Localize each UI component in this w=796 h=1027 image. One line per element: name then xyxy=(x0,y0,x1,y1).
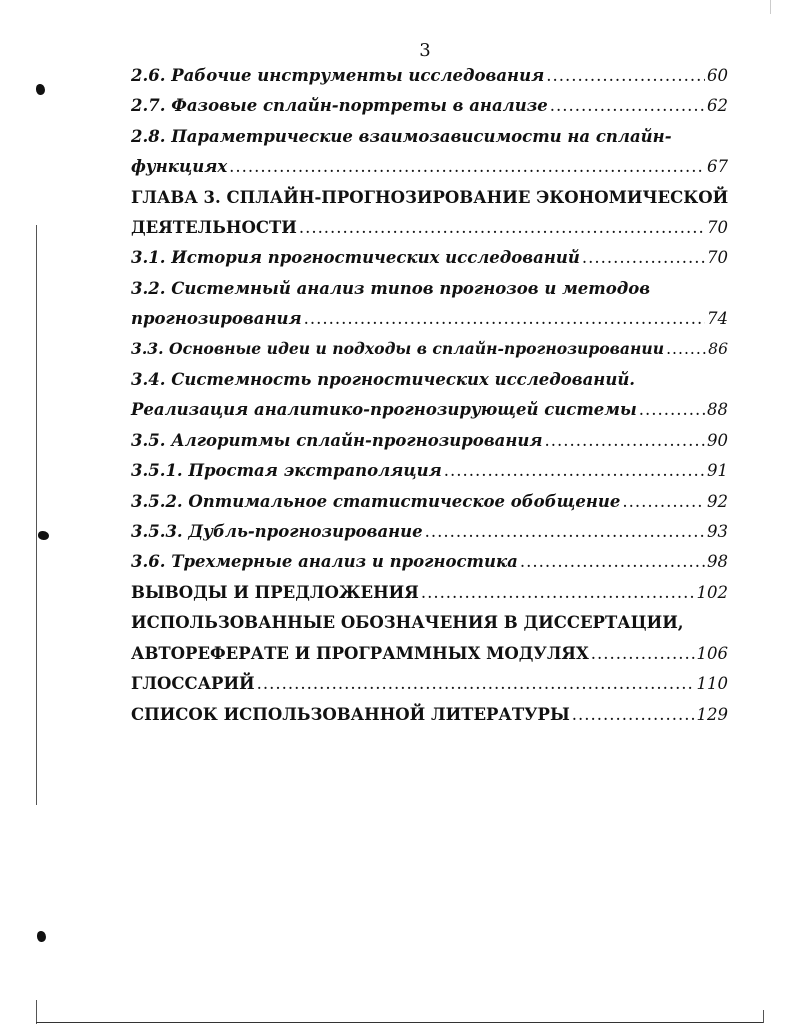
toc-entry-page: 67 xyxy=(707,157,728,176)
toc-entry xyxy=(131,492,728,516)
toc-entry-title: 3.5.3. Дубль-прогнозирование xyxy=(131,522,423,541)
toc-entry-page: 86 xyxy=(708,340,728,358)
toc-entry-page: 62 xyxy=(707,96,728,115)
toc-leader xyxy=(421,583,695,602)
toc-entry-page: 102 xyxy=(696,583,728,602)
scan-blot xyxy=(36,84,45,95)
toc-leader xyxy=(229,157,705,176)
toc-entry-title: 3.5. Алгоритмы сплайн-прогнозирования xyxy=(131,431,543,450)
toc-leader xyxy=(546,66,705,85)
toc-section-heading xyxy=(131,613,731,637)
toc-section-heading xyxy=(131,644,728,668)
toc-entry-page: 93 xyxy=(707,522,728,541)
toc-entry-page: 106 xyxy=(696,644,728,663)
toc-entry-page: 70 xyxy=(707,218,728,237)
toc-entry-title: ИСПОЛЬЗОВАННЫЕ ОБОЗНАЧЕНИЯ В ДИССЕРТАЦИИ, xyxy=(131,613,684,632)
toc-entry-title: АВТОРЕФЕРАТЕ И ПРОГРАММНЫХ МОДУЛЯХ xyxy=(131,644,589,663)
scan-edge-line xyxy=(770,0,771,14)
toc-entry-title: функциях xyxy=(131,157,228,176)
scan-bottom-line xyxy=(36,1022,763,1023)
toc-leader xyxy=(520,552,705,571)
toc-entry-page: 70 xyxy=(707,248,728,267)
scan-blot xyxy=(38,531,49,540)
toc-entry-title: 3.5.1. Простая экстраполяция xyxy=(131,461,442,480)
toc-entry-title: 3.5.2. Оптимальное статистическое обобщение xyxy=(131,492,621,511)
toc-entry xyxy=(131,461,728,485)
toc-entry xyxy=(131,157,728,181)
toc-entry xyxy=(131,339,728,363)
toc-entry-page: 91 xyxy=(707,461,728,480)
toc-entry xyxy=(131,66,728,90)
toc-section-heading xyxy=(131,583,728,607)
toc-entry-title: Реализация аналитико-прогнозирующей системы xyxy=(131,400,637,419)
toc-section-heading xyxy=(131,705,728,729)
toc-entry-title: 3.2. Системный анализ типов прогнозов и методов xyxy=(131,279,651,298)
toc-entry-title: СПИСОК ИСПОЛЬЗОВАННОЙ ЛИТЕРАТУРЫ xyxy=(131,705,570,724)
toc-entry-page: 110 xyxy=(696,674,728,693)
toc-leader xyxy=(425,522,705,541)
toc-leader xyxy=(550,96,705,115)
toc-leader xyxy=(545,431,705,450)
toc-entry-title: ДЕЯТЕЛЬНОСТИ xyxy=(131,218,297,237)
toc-entry-title: 2.6. Рабочие инструменты исследования xyxy=(131,66,545,85)
toc-entry xyxy=(131,552,728,576)
toc-leader xyxy=(257,674,695,693)
toc-entry xyxy=(131,96,728,120)
toc-entry xyxy=(131,522,728,546)
toc-entry-page: 90 xyxy=(707,431,728,450)
scan-blot xyxy=(37,931,46,942)
toc-entry-page: 129 xyxy=(696,705,728,724)
toc-entry-title: 3.4. Системность прогностических исследований. xyxy=(131,370,636,389)
toc-leader xyxy=(572,705,695,724)
toc-leader xyxy=(591,644,695,663)
toc-leader xyxy=(582,248,705,267)
toc-entry-page: 60 xyxy=(707,66,728,85)
toc-entry-page: 98 xyxy=(707,552,728,571)
toc-entry-page: 92 xyxy=(707,492,728,511)
scan-edge-line xyxy=(36,225,37,805)
toc-entry xyxy=(131,127,711,151)
toc-entry-title: 2.8. Параметрические взаимозависимости на сплайн- xyxy=(131,127,672,146)
toc-leader xyxy=(299,218,705,237)
page-number: 3 xyxy=(419,40,431,61)
chapter-heading xyxy=(131,218,728,242)
toc-entry-title: 3.6. Трехмерные анализ и прогностика xyxy=(131,552,518,571)
toc-entry xyxy=(131,309,728,333)
chapter-heading xyxy=(131,188,731,212)
toc-entry xyxy=(131,279,711,303)
toc-section-heading xyxy=(131,674,728,698)
toc-leader xyxy=(622,492,705,511)
toc-entry-title: 3.3. Основные идеи и подходы в сплайн-прогнозировании xyxy=(131,339,665,358)
toc-entry-title: ГЛОССАРИЙ xyxy=(131,674,255,693)
toc-entry-title: 3.1. История прогностических исследований xyxy=(131,248,580,267)
toc-entry-title: прогнозирования xyxy=(131,309,302,328)
toc-entry xyxy=(131,400,728,424)
scan-edge-line xyxy=(36,1000,37,1024)
toc-leader xyxy=(666,340,706,358)
toc-entry xyxy=(131,370,711,394)
toc-entry-title: ГЛАВА 3. СПЛАЙН-ПРОГНОЗИРОВАНИЕ ЭКОНОМИЧЕСКОЙ xyxy=(131,188,729,207)
toc-leader xyxy=(639,400,705,419)
scan-edge-line xyxy=(763,1010,764,1023)
toc-entry-title: 2.7. Фазовые сплайн-портреты в анализе xyxy=(131,96,548,115)
toc-entry xyxy=(131,248,728,272)
toc-entry xyxy=(131,431,728,455)
toc-entry-page: 74 xyxy=(707,309,728,328)
toc-entry-title: ВЫВОДЫ И ПРЕДЛОЖЕНИЯ xyxy=(131,583,419,602)
toc-leader xyxy=(444,461,705,480)
toc-entry-page: 88 xyxy=(707,400,728,419)
toc-leader xyxy=(304,309,705,328)
